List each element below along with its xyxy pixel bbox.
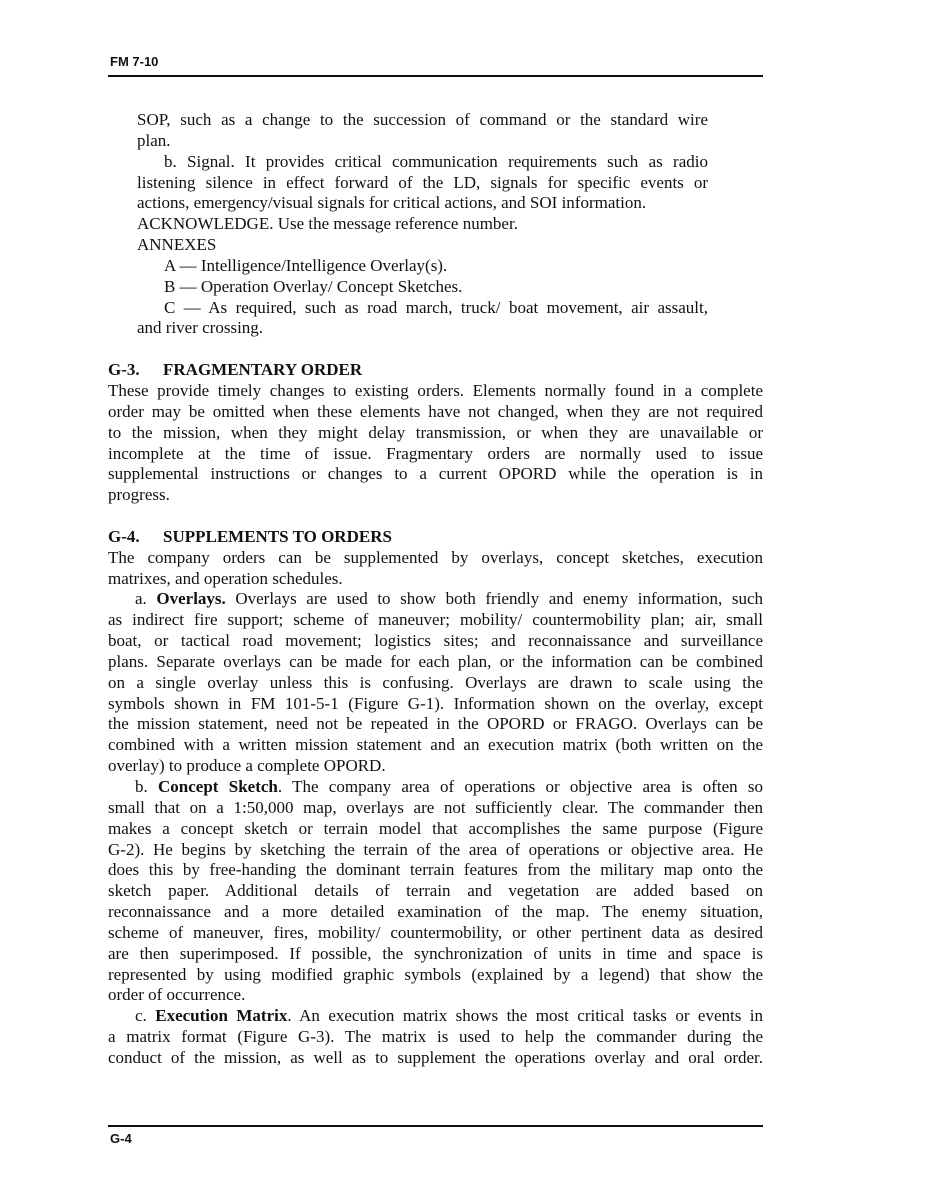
text-line: [108, 777, 763, 798]
text-line: matrixes, and operation schedules.: [108, 568, 343, 588]
section-number: G-3.: [108, 360, 140, 380]
text-line: the mission statement, need not be repeated in the OPORD or FRAGO. Overlays can be: [108, 714, 763, 734]
text-line: listening silence in effect forward of the LD, signals for specific events or: [137, 172, 708, 192]
page-number: G-4: [110, 1131, 132, 1146]
footer-rule: [108, 1125, 763, 1127]
paragraph: [0, 1006, 926, 1069]
text-line: as indirect fire support; scheme of maneuver; mobility/ countermobility plan; air, small: [108, 610, 763, 630]
list-marker: a.: [135, 589, 157, 609]
text-line: [108, 589, 763, 610]
text-line: scheme of maneuver, fires, mobility/ countermobility, or other pertinent data as desired: [108, 922, 763, 942]
paragraph: [0, 589, 926, 777]
text-line: order may be omitted when these elements have not changed, when they are not required: [108, 401, 763, 421]
text-line: G-2). He begins by sketching the terrain of the area of operations or objective area. He: [108, 839, 763, 859]
text-line: overlay) to produce a complete OPORD.: [108, 756, 386, 776]
text-line: does this by free-handing the dominant terrain features from the military map onto the: [108, 860, 763, 880]
line-text: . The company area of operations or objective area is often so: [277, 777, 764, 796]
running-header: FM 7-10: [110, 54, 159, 69]
spacer: [0, 506, 926, 527]
text-line: order of occurrence.: [108, 985, 246, 1005]
text-line: actions, emergency/visual signals for critical actions, and SOI information.: [137, 193, 647, 213]
run-in-heading: Concept Sketch: [158, 777, 278, 796]
line-text: Overlays are used to show both friendly and enemy information, such: [225, 589, 764, 609]
paragraph: [0, 152, 926, 215]
run-in-heading: Overlays.: [156, 589, 226, 609]
section-title: SUPPLEMENTS TO ORDERS: [163, 526, 392, 546]
header-rule: [108, 75, 763, 77]
text-line: supplemental instructions or changes to a current OPORD while the operation is in: [108, 464, 763, 484]
section-heading: [108, 527, 763, 548]
text-line: progress.: [108, 485, 170, 505]
text-line: small that on a 1:50,000 map, overlays are not sufficiently clear. The commander then: [108, 797, 763, 817]
text-line: C — As required, such as road march, truck/ boat movement, air assault,: [164, 297, 708, 317]
text-line: b. Signal. It provides critical communication requirements such as radio: [164, 151, 708, 171]
text-line: B — Operation Overlay/ Concept Sketches.: [164, 276, 463, 296]
text-line: incomplete at the time of issue. Fragmentary orders are normally used to issue: [108, 443, 763, 463]
list-marker: c.: [135, 1006, 156, 1026]
text-line: to the mission, when they might delay transmission, or when they are unavailable or: [108, 422, 763, 442]
section-heading: [108, 360, 763, 381]
text-line: and river crossing.: [137, 318, 264, 338]
spacer: [0, 339, 926, 360]
text-line: symbols shown in FM 101-5-1 (Figure G-1). Information shown on the overlay, except: [108, 693, 763, 713]
text-line: SOP, such as a change to the succession of command or the standard wire: [137, 110, 708, 129]
text-line: These provide timely changes to existing orders. Elements normally found in a complete: [108, 380, 763, 400]
text-line: [108, 1006, 763, 1027]
paragraph: [0, 381, 926, 506]
paragraph: [0, 777, 926, 1006]
page-body: [0, 110, 926, 1069]
text-line: A — Intelligence/Intelligence Overlay(s).: [164, 255, 448, 275]
paragraph: [0, 235, 926, 339]
text-line: combined with a written mission statement and an execution matrix (both written on the: [108, 735, 763, 755]
text-line: reconnaissance and a more detailed examination of the map. The enemy situation,: [108, 902, 763, 922]
text-line: conduct of the mission, as well as to supplement the operations overlay and oral order.: [108, 1047, 763, 1067]
text-line: boat, or tactical road movement; logistics sites; and reconnaissance and surveillance: [108, 631, 763, 651]
paragraph: [0, 548, 926, 590]
line-text: . An execution matrix shows the most critical tasks or events in: [287, 1006, 764, 1026]
text-line: are then superimposed. If possible, the synchronization of units in time and space is: [108, 943, 763, 963]
text-line: ANNEXES: [137, 235, 217, 255]
list-marker: b.: [135, 777, 159, 796]
text-line: plan.: [137, 130, 171, 150]
paragraph: [0, 110, 926, 152]
text-line: represented by using modified graphic symbols (explained by a legend) that show the: [108, 964, 763, 984]
text-line: ACKNOWLEDGE. Use the message reference number.: [137, 214, 518, 234]
run-in-heading: Execution Matrix: [155, 1006, 288, 1026]
text-line: on a single overlay unless this is confusing. Overlays are drawn to scale using the: [108, 672, 763, 692]
text-line: makes a concept sketch or terrain model that accomplishes the same purpose (Figure: [108, 818, 763, 838]
section-title: FRAGMENTARY ORDER: [163, 360, 363, 380]
paragraph: [0, 214, 926, 235]
text-line: a matrix format (Figure G-3). The matrix is used to help the commander during the: [108, 1027, 763, 1047]
text-line: sketch paper. Additional details of terrain and vegetation are added based on: [108, 881, 763, 901]
section-number: G-4.: [108, 526, 140, 546]
text-line: plans. Separate overlays can be made for each plan, or the information can be combined: [108, 651, 763, 671]
text-line: The company orders can be supplemented by overlays, concept sketches, execution: [108, 547, 763, 567]
